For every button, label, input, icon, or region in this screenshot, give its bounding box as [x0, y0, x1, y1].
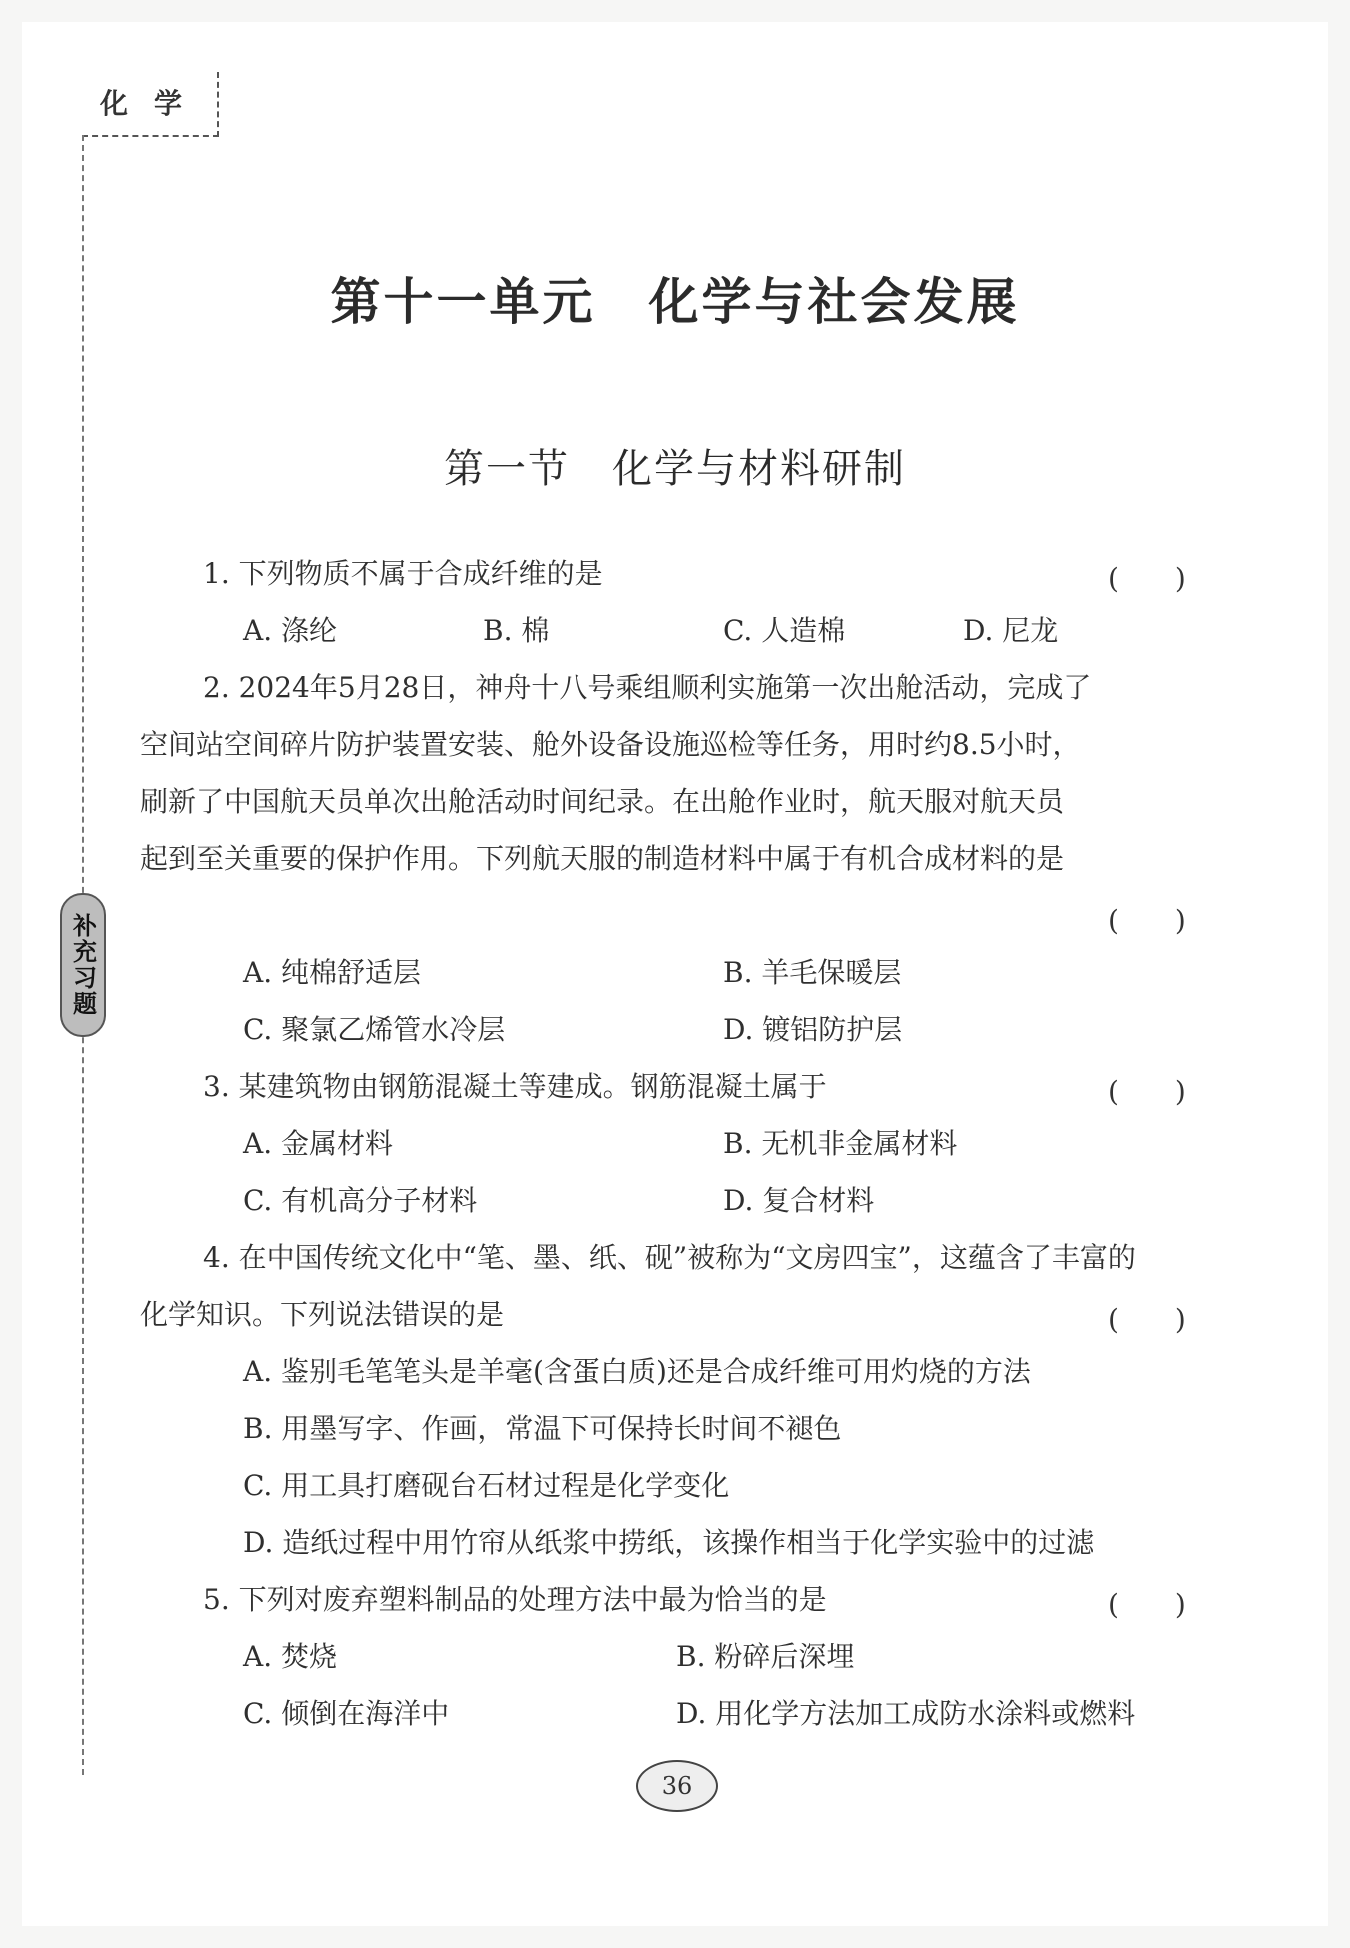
question-2-option-c: C. 聚氯乙烯管水冷层	[243, 1013, 506, 1046]
side-tab-label: 补充习题	[68, 913, 97, 1017]
question-2-option-d: D. 镀铝防护层	[723, 1013, 903, 1046]
question-2-option-b: B. 羊毛保暖层	[723, 956, 902, 989]
question-1-option-a: A. 涤纶	[243, 614, 338, 647]
question-5-stem: 5. 下列对废弃塑料制品的处理方法中最为恰当的是	[203, 1583, 827, 1616]
question-3-stem: 3. 某建筑物由钢筋混凝土等建成。钢筋混凝土属于	[203, 1070, 827, 1103]
question-3-option-c: C. 有机高分子材料	[243, 1184, 478, 1217]
question-2-stem-line-1: 2. 2024年5月28日，神舟十八号乘组顺利实施第一次出舱活动，完成了	[203, 671, 1092, 704]
question-2-stem-line-3: 刷新了中国航天员单次出舱活动时间纪录。在出舱作业时，航天服对航天员	[140, 785, 1065, 818]
question-2-option-a: A. 纯棉舒适层	[243, 956, 422, 989]
side-tab	[60, 893, 106, 1037]
question-3-option-d: D. 复合材料	[723, 1184, 875, 1217]
subject-label: 化学	[100, 87, 209, 120]
question-4-option-c: C. 用工具打磨砚台石材过程是化学变化	[243, 1469, 730, 1502]
question-4-answer-blank: ( )	[1108, 1303, 1186, 1336]
question-5-option-a: A. 焚烧	[243, 1640, 338, 1673]
page-number-text: 36	[661, 1772, 693, 1800]
question-5-answer-blank: ( )	[1108, 1588, 1186, 1621]
question-4-option-d: D. 造纸过程中用竹帘从纸浆中捞纸，该操作相当于化学实验中的过滤	[243, 1526, 1095, 1559]
question-4-stem-line-2: 化学知识。下列说法错误的是	[140, 1298, 505, 1331]
question-5-option-b: B. 粉碎后深埋	[676, 1640, 855, 1673]
question-1-option-d: D. 尼龙	[963, 614, 1059, 647]
question-4-option-a: A. 鉴别毛笔笔头是羊毫(含蛋白质)还是合成纤维可用灼烧的方法	[243, 1355, 1031, 1388]
section-title: 第一节 化学与材料研制	[444, 446, 906, 492]
question-1-option-b: B. 棉	[483, 614, 550, 647]
question-4-option-b: B. 用墨写字、作画，常温下可保持长时间不褪色	[243, 1412, 842, 1445]
page-number	[636, 1760, 718, 1812]
question-1-option-c: C. 人造棉	[723, 614, 846, 647]
question-1-stem: 1. 下列物质不属于合成纤维的是	[203, 557, 603, 590]
question-3-answer-blank: ( )	[1108, 1075, 1186, 1108]
question-2-stem-line-2: 空间站空间碎片防护装置安装、舱外设备设施巡检等任务，用时约8.5小时，	[140, 728, 1081, 761]
question-5-option-c: C. 倾倒在海洋中	[243, 1697, 450, 1730]
question-3-option-b: B. 无机非金属材料	[723, 1127, 958, 1160]
question-4-stem-line-1: 4. 在中国传统文化中“笔、墨、纸、砚”被称为“文房四宝”，这蕴含了丰富的	[203, 1241, 1136, 1274]
question-2-stem-line-4: 起到至关重要的保护作用。下列航天服的制造材料中属于有机合成材料的是	[140, 842, 1065, 875]
unit-title: 第十一单元 化学与社会发展	[330, 273, 1020, 331]
question-3-option-a: A. 金属材料	[243, 1127, 394, 1160]
question-1-answer-blank: ( )	[1108, 562, 1186, 595]
question-5-option-d: D. 用化学方法加工成防水涂料或燃料	[676, 1697, 1136, 1730]
question-2-answer-blank: ( )	[1108, 904, 1186, 937]
